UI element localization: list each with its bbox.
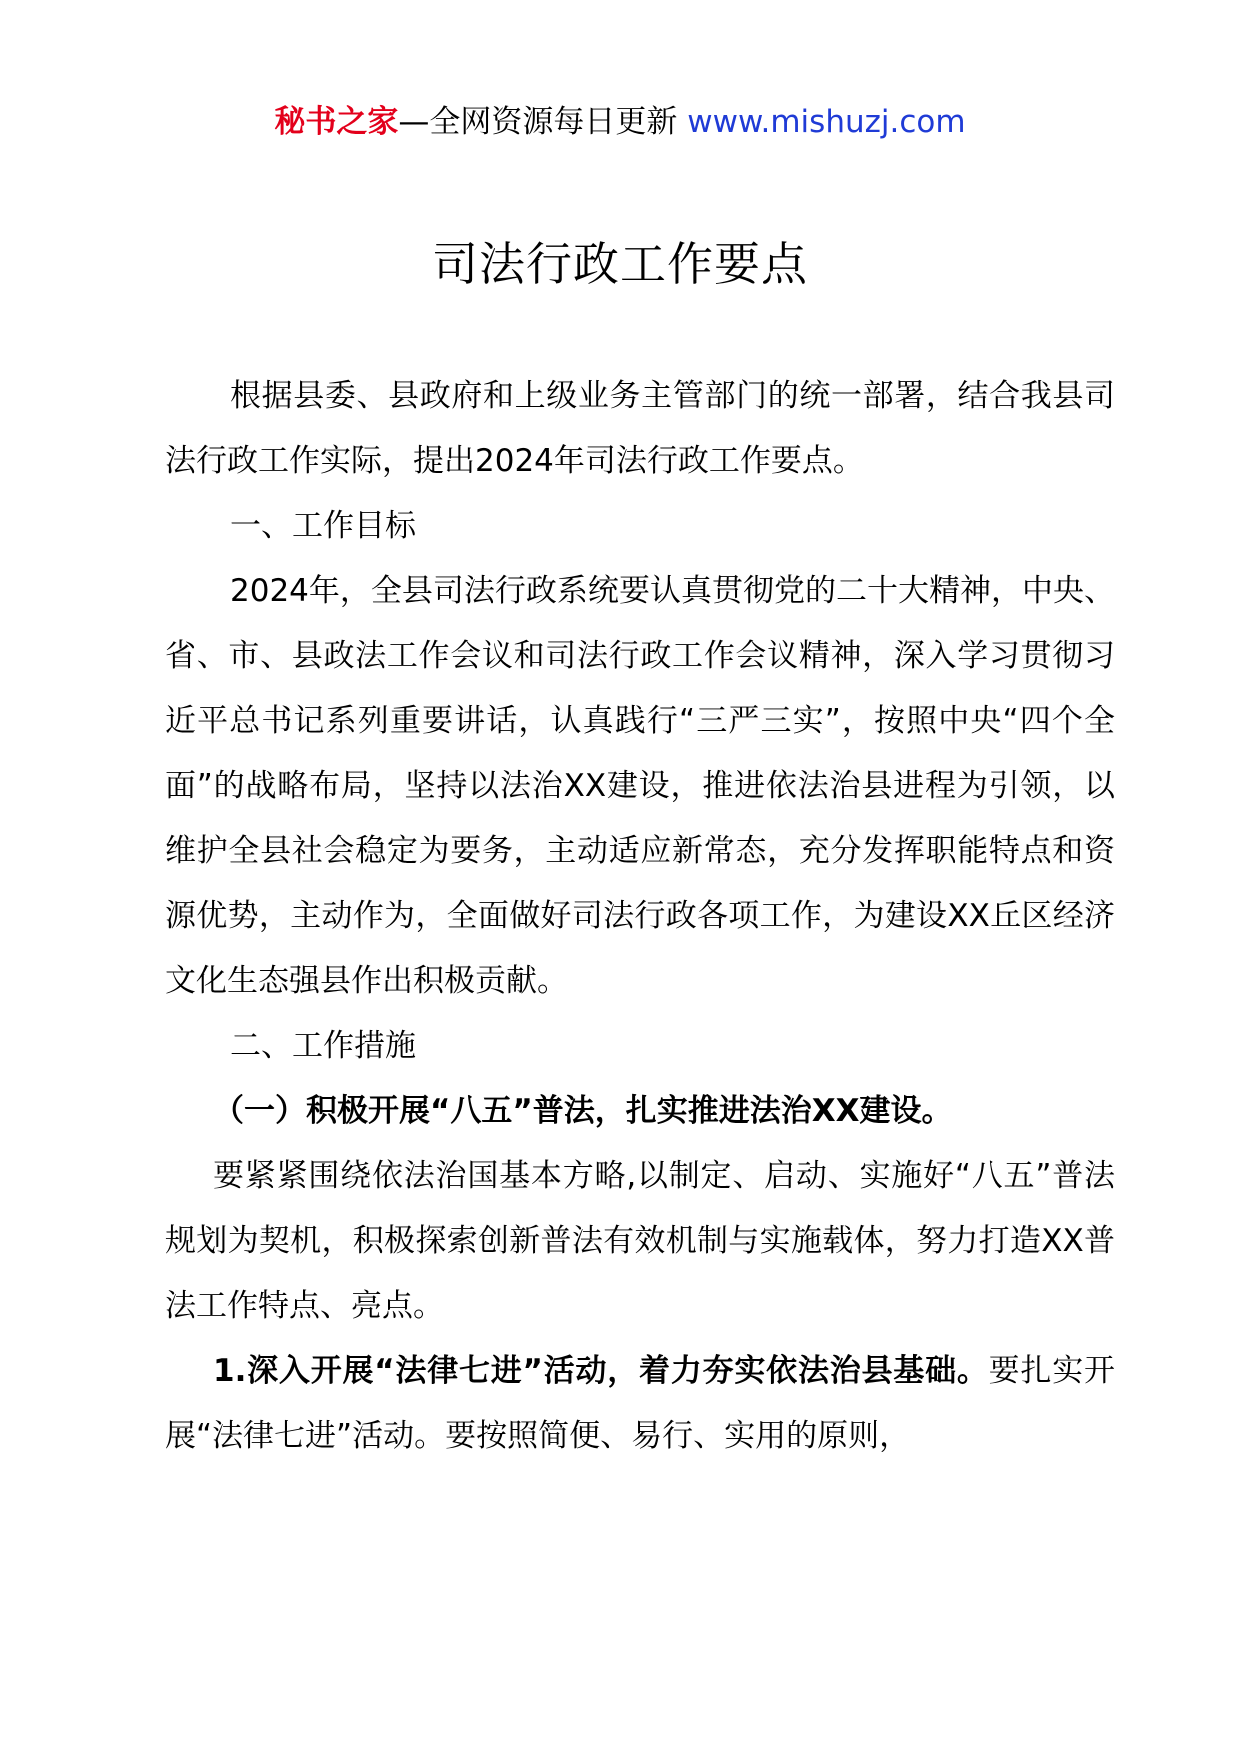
site-url[interactable]: www.mishuzj.com [687, 104, 966, 140]
item-1-paragraph [165, 1339, 1115, 1469]
document-title: 司法行政工作要点 [432, 237, 808, 291]
item-1-heading: 1.深入开展“法律七进”活动，着力夯实依法治县基础。 [213, 1353, 989, 1389]
subsection-1-paragraph: 要紧紧围绕依法治国基本方略,以制定、启动、实施好“八五”普法规划为契机，积极探索创新普法有效机制与实施载体，努力打造XX普法工作特点、亮点。 [165, 1158, 1115, 1324]
header-slogan: —全网资源每日更新 [398, 104, 688, 140]
item-1-text: 要扎实开展“法律七进”活动。要按照简便、易行、实用的原则， [165, 1353, 1116, 1454]
section-heading-measures: 二、工作措施 [230, 1028, 416, 1064]
intro-paragraph: 根据县委、县政府和上级业务主管部门的统一部署，结合我县司法行政工作实际，提出2024年司法行政工作要点。 [165, 378, 1115, 479]
brand-name: 秘书之家 [274, 104, 399, 140]
subsection-heading-1: （一）积极开展“八五”普法，扎实推进法治XX建设。 [213, 1093, 953, 1129]
document-body [165, 364, 1115, 1469]
site-header [0, 100, 1240, 144]
section-heading-goals: 一、工作目标 [230, 508, 416, 544]
goals-paragraph: 2024年，全县司法行政系统要认真贯彻党的二十大精神，中央、省、市、县政法工作会议和司法行政工作会议精神，深入学习贯彻习近平总书记系列重要讲话，认真践行“三严三实”，按照中央“四个全面”的战略布局，坚持以法治XX建设，推进依法治县进程为引领，以维护全县社会稳定为要务，主动适应新常态，充分发挥职能特点和资源优势，主动作为，全面做好司法行政各项工作，为建设XX丘区经济文化生态强县作出积极贡献。 [165, 573, 1115, 999]
